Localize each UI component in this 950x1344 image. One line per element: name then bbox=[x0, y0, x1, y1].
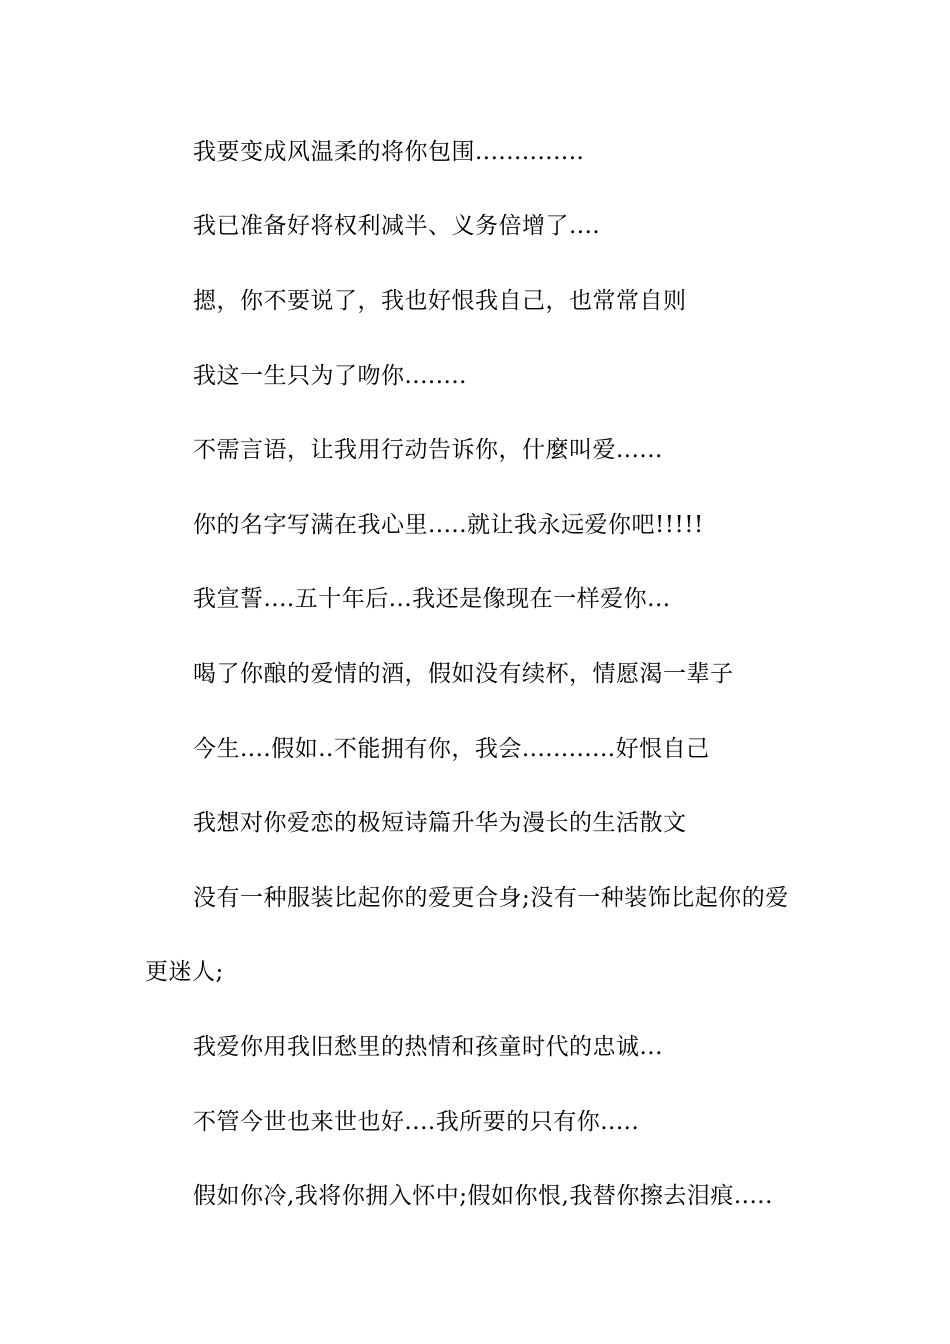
text-line: 喝了你酿的爱情的酒，假如没有续杯，情愿渴一辈子 bbox=[193, 661, 734, 687]
text-line: 摁，你不要说了，我也好恨我自己，也常常自则 bbox=[193, 288, 687, 314]
text-line: 没有一种服装比起你的爱更合身;没有一种装饰比起你的爱 bbox=[193, 885, 789, 911]
text-line: 今生....假如..不能拥有你，我会............好恨自己 bbox=[193, 736, 710, 762]
text-line: 假如你冷,我将你拥入怀中;假如你恨,我替你擦去泪痕..... bbox=[193, 1183, 773, 1209]
text-line: 你的名字写满在我心里.....就让我永远爱你吧!!!!! bbox=[193, 512, 704, 538]
text-line: 我要变成风温柔的将你包围.............. bbox=[193, 139, 585, 165]
text-line: 我已准备好将权利减半、义务倍增了.... bbox=[193, 213, 601, 239]
text-line: 不管今世也来世也好....我所要的只有你..... bbox=[193, 1109, 640, 1135]
text-line: 不需言语，让我用行动告诉你，什麼叫爱...... bbox=[193, 437, 663, 463]
text-line: 我宣誓....五十年后...我还是像现在一样爱你... bbox=[193, 586, 671, 612]
text-line: 我这一生只为了吻你........ bbox=[193, 363, 467, 389]
text-line: 我想对你爱恋的极短诗篇升华为漫长的生活散文 bbox=[193, 810, 687, 836]
text-line-continuation: 更迷人; bbox=[145, 959, 224, 985]
text-line: 我爱你用我旧愁里的热情和孩童时代的忠诚... bbox=[193, 1034, 663, 1060]
